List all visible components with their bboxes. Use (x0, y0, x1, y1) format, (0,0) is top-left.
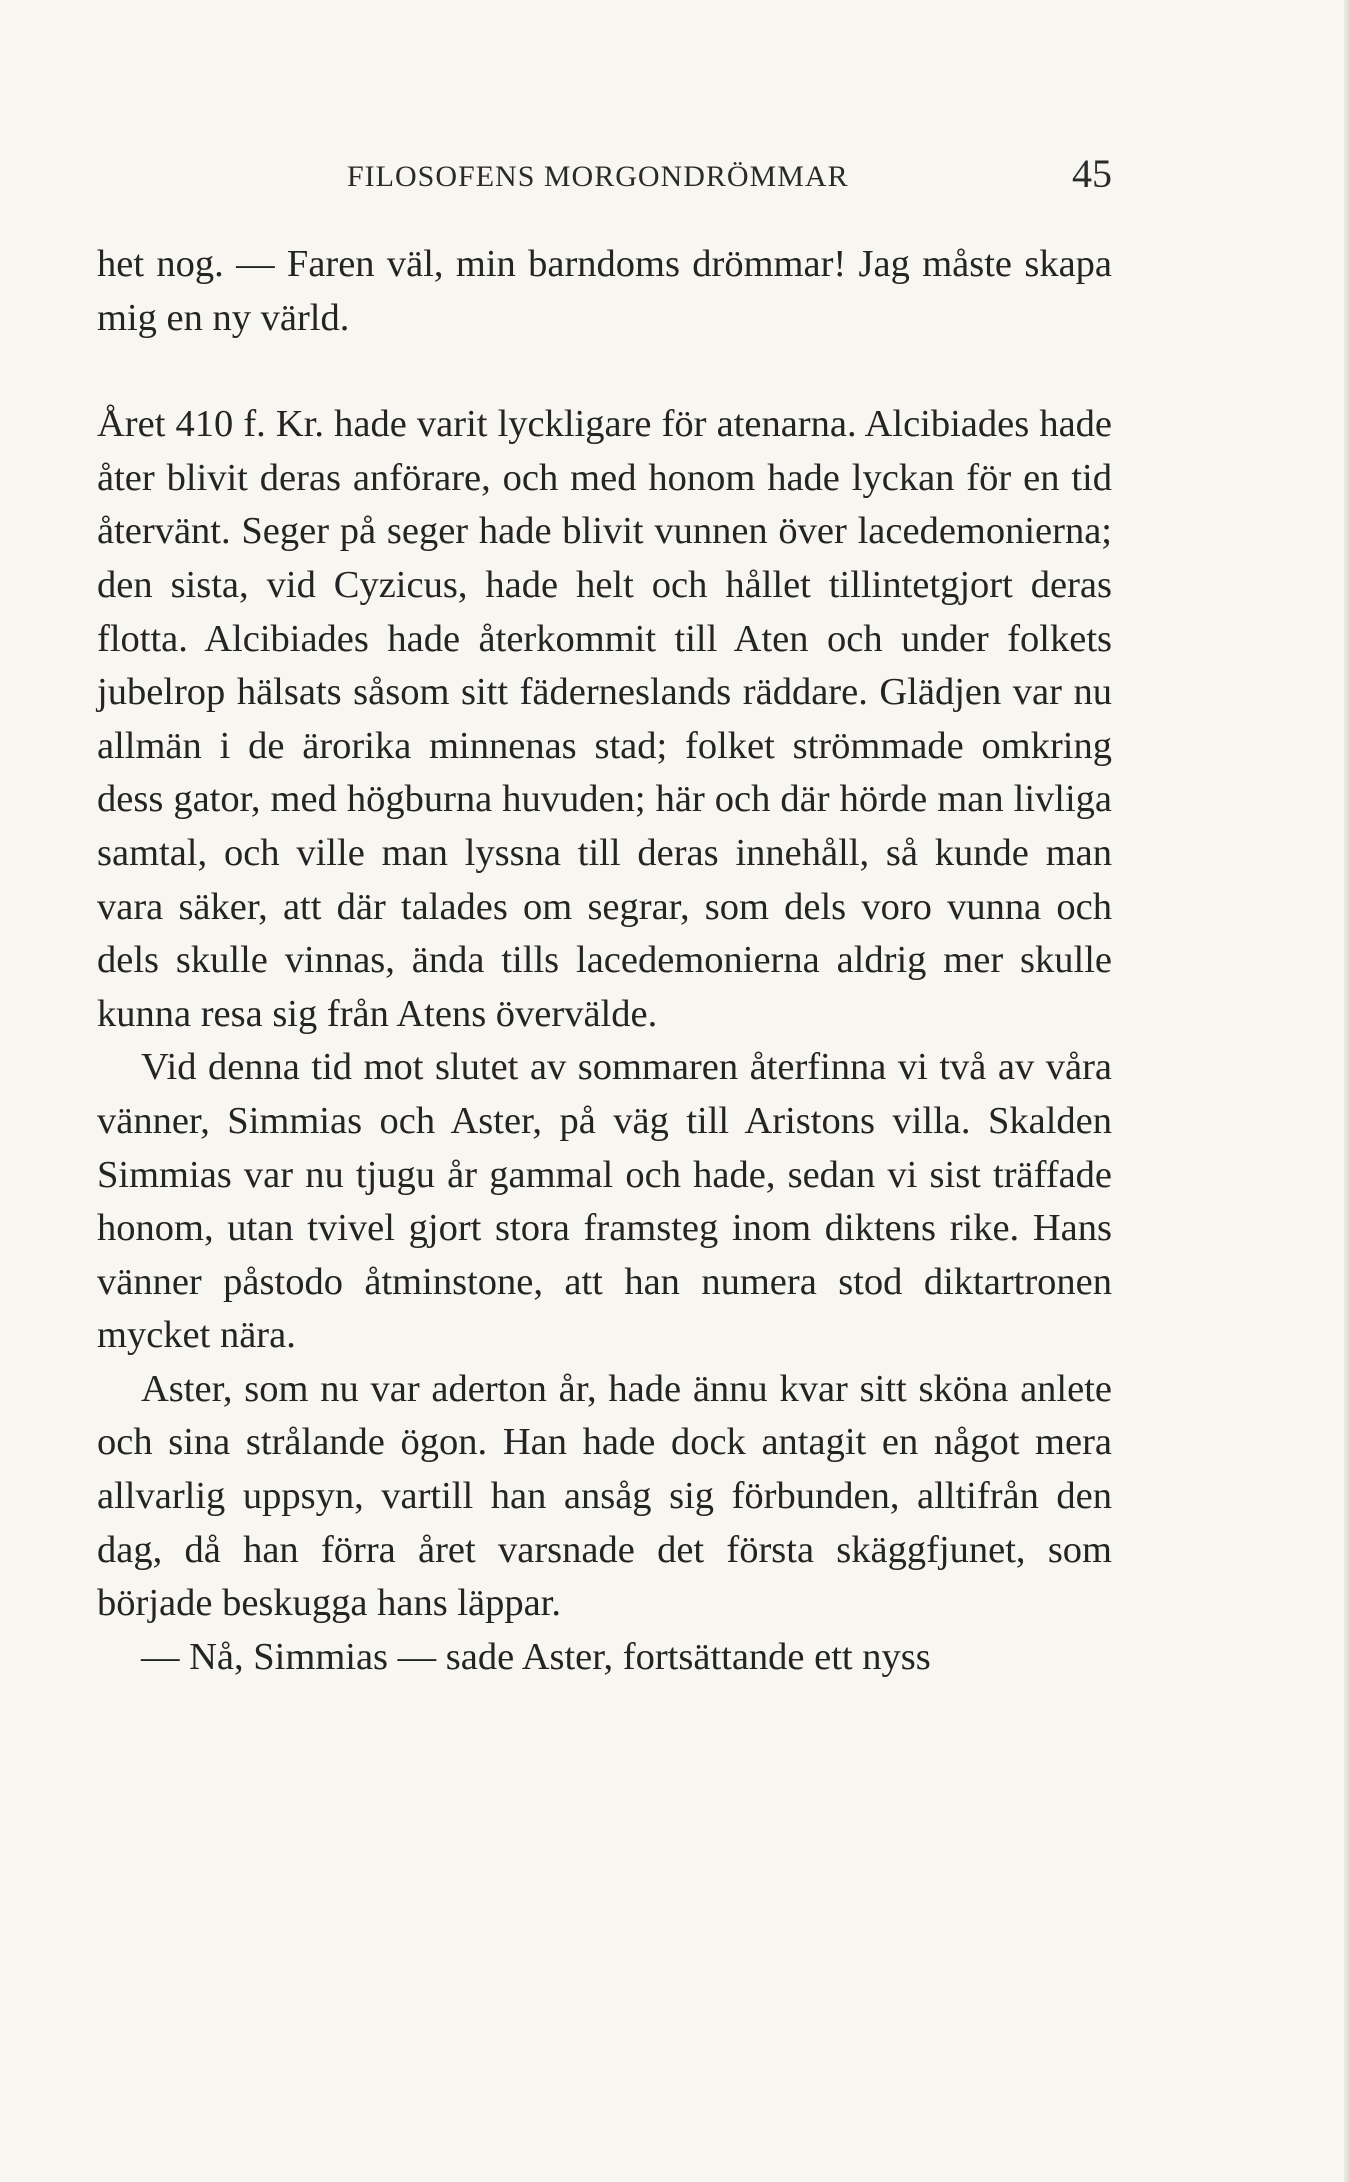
paragraph-4: Aster, som nu var aderton år, hade ännu kvar sitt sköna anlete och sina strålande ögon. Han hade dock antagit en något mera allvarlig uppsyn, vartill han ansåg sig förbunden, alltifrån den dag, då han förra året varsnade det första skäggfjunet, som började beskugga hans läppar. (97, 1367, 1112, 1625)
paragraph-1: het nog. — Faren väl, min barndoms drömmar! Jag måste skapa mig en ny värld. (97, 243, 1112, 339)
page-number: 45 (1072, 151, 1112, 196)
page-edge (1344, 0, 1350, 2182)
page-body (97, 238, 1112, 1684)
paragraph-3: Vid denna tid mot slutet av sommaren återfinna vi två av våra vänner, Simmias och Aster, på väg till Aristons villa. Skalden Simmias var nu tjugu år gammal och hade, sedan vi sist träffade honom, utan tvivel gjort stora framsteg inom diktens rike. Hans vänner påstodo åtminstone, att han numera stod diktartronen mycket nära. (97, 1046, 1112, 1357)
paragraph-5: — Nå, Simmias — sade Aster, fortsättande ett nyss (141, 1635, 931, 1678)
running-head: FILOSOFENS MORGONDRÖMMAR (347, 160, 849, 193)
page-header (97, 150, 1112, 200)
paragraph-2: Året 410 f. Kr. hade varit lyckligare för atenarna. Alcibiades hade åter blivit deras anförare, och med honom hade lyckan för en tid återvänt. Seger på seger hade blivit vunnen över lacedemonierna; den sista, vid Cyzicus, hade helt och hållet tillintetgjort deras flotta. Alcibiades hade återkommit till Aten och under folkets jubelrop hälsats såsom sitt fäderneslands räddare. Glädjen var nu allmän i de ärorika minnenas stad; folket strömmade omkring dess gator, med högburna huvuden; här och där hörde man livliga samtal, och ville man lyssna till deras innehåll, så kunde man vara säker, att där talades om segrar, som dels voro vunna och dels skulle vinnas, ända tills lacedemonierna aldrig mer skulle kunna resa sig från Atens övervälde. (97, 403, 1112, 1035)
